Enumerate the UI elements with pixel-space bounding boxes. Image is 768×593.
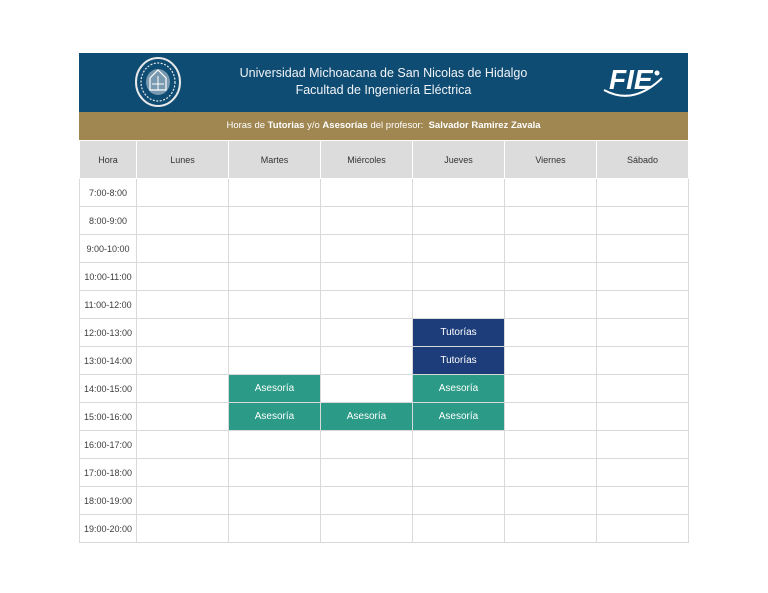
subheader-prefix: Horas de — [226, 120, 266, 131]
schedule-cell — [597, 263, 689, 291]
schedule-sheet — [79, 53, 688, 543]
asesoria-slot: Asesoría — [413, 403, 505, 431]
schedule-cell — [229, 235, 321, 263]
schedule-cell — [597, 431, 689, 459]
schedule-cell — [229, 459, 321, 487]
schedule-cell — [137, 487, 229, 515]
schedule-cell — [413, 207, 505, 235]
tutoria-slot: Tutorías — [413, 319, 505, 347]
schedule-cell — [597, 235, 689, 263]
column-header: Miércoles — [321, 141, 413, 179]
subheader-join: y/o — [307, 120, 320, 131]
schedule-cell — [321, 459, 413, 487]
column-header: Viernes — [505, 141, 597, 179]
column-header: Jueves — [413, 141, 505, 179]
schedule-cell — [321, 487, 413, 515]
table-row — [80, 291, 689, 319]
table-row — [80, 515, 689, 543]
table-row — [80, 431, 689, 459]
table-row — [80, 235, 689, 263]
table-row — [80, 375, 689, 403]
schedule-cell — [137, 375, 229, 403]
schedule-cell — [137, 347, 229, 375]
table-row — [80, 263, 689, 291]
time-slot: 15:00-16:00 — [80, 403, 137, 431]
schedule-cell — [321, 179, 413, 207]
schedule-cell — [413, 487, 505, 515]
schedule-cell — [505, 487, 597, 515]
schedule-cell — [413, 459, 505, 487]
schedule-cell — [229, 487, 321, 515]
time-slot: 17:00-18:00 — [80, 459, 137, 487]
schedule-cell — [321, 431, 413, 459]
schedule-cell — [505, 179, 597, 207]
schedule-cell — [413, 291, 505, 319]
schedule-cell — [229, 179, 321, 207]
schedule-cell — [321, 319, 413, 347]
asesoria-slot: Asesoría — [413, 375, 505, 403]
schedule-cell — [597, 347, 689, 375]
schedule-cell — [597, 375, 689, 403]
table-row — [80, 487, 689, 515]
time-slot: 7:00-8:00 — [80, 179, 137, 207]
schedule-cell — [137, 431, 229, 459]
asesoria-slot: Asesoría — [229, 375, 321, 403]
university-name: Universidad Michoacana de San Nicolas de Hidalgo — [239, 66, 528, 80]
table-row — [80, 319, 689, 347]
faculty-name: Facultad de Ingeniería Eléctrica — [295, 83, 472, 97]
schedule-cell — [137, 179, 229, 207]
schedule-cell — [137, 403, 229, 431]
schedule-cell — [413, 431, 505, 459]
schedule-cell — [505, 375, 597, 403]
subheader-suffix: del profesor: — [370, 120, 424, 131]
fie-logo-text: FIE — [609, 64, 653, 95]
schedule-cell — [505, 431, 597, 459]
schedule-cell — [229, 347, 321, 375]
table-row — [80, 459, 689, 487]
time-slot: 12:00-13:00 — [80, 319, 137, 347]
schedule-cell — [137, 263, 229, 291]
schedule-cell — [137, 459, 229, 487]
schedule-cell — [413, 179, 505, 207]
schedule-cell — [505, 319, 597, 347]
schedule-cell — [413, 263, 505, 291]
time-slot: 8:00-9:00 — [80, 207, 137, 235]
schedule-cell — [229, 291, 321, 319]
header-banner — [79, 53, 688, 112]
schedule-cell — [505, 515, 597, 543]
schedule-cell — [137, 207, 229, 235]
time-slot: 10:00-11:00 — [80, 263, 137, 291]
schedule-table — [79, 140, 689, 543]
time-slot: 11:00-12:00 — [80, 291, 137, 319]
schedule-cell — [505, 347, 597, 375]
tutoria-slot: Tutorías — [413, 347, 505, 375]
schedule-cell — [137, 235, 229, 263]
schedule-cell — [321, 515, 413, 543]
schedule-cell — [413, 235, 505, 263]
schedule-cell — [505, 235, 597, 263]
schedule-cell — [229, 319, 321, 347]
schedule-cell — [229, 431, 321, 459]
schedule-cell — [505, 403, 597, 431]
header-row — [80, 141, 689, 179]
column-header: Sábado — [597, 141, 689, 179]
table-row — [80, 347, 689, 375]
schedule-cell — [505, 207, 597, 235]
schedule-cell — [229, 515, 321, 543]
schedule-cell — [597, 319, 689, 347]
schedule-cell — [321, 263, 413, 291]
column-header: Lunes — [137, 141, 229, 179]
time-slot: 14:00-15:00 — [80, 375, 137, 403]
schedule-cell — [321, 347, 413, 375]
schedule-cell — [597, 515, 689, 543]
asesoria-slot: Asesoría — [229, 403, 321, 431]
subheader-tutorias: Tutorias — [267, 120, 305, 131]
schedule-cell — [505, 263, 597, 291]
schedule-cell — [321, 291, 413, 319]
time-slot: 19:00-20:00 — [80, 515, 137, 543]
schedule-cell — [505, 291, 597, 319]
subheader-asesorias: Asesorías — [322, 120, 368, 131]
column-header: Hora — [80, 141, 137, 179]
schedule-cell — [597, 459, 689, 487]
column-header: Martes — [229, 141, 321, 179]
schedule-cell — [505, 459, 597, 487]
schedule-cell — [229, 207, 321, 235]
table-row — [80, 207, 689, 235]
schedule-cell — [321, 235, 413, 263]
time-slot: 13:00-14:00 — [80, 347, 137, 375]
schedule-cell — [597, 179, 689, 207]
schedule-cell — [137, 515, 229, 543]
asesoria-slot: Asesoría — [321, 403, 413, 431]
schedule-cell — [137, 319, 229, 347]
professor-name: Salvador Ramirez Zavala — [428, 120, 541, 131]
schedule-cell — [597, 207, 689, 235]
schedule-cell — [413, 515, 505, 543]
schedule-cell — [597, 487, 689, 515]
table-row — [80, 179, 689, 207]
time-slot: 16:00-17:00 — [80, 431, 137, 459]
schedule-cell — [137, 291, 229, 319]
time-slot: 9:00-10:00 — [80, 235, 137, 263]
schedule-cell — [597, 403, 689, 431]
fie-logo-icon — [600, 60, 666, 104]
professor-bar — [79, 112, 688, 140]
schedule-cell — [597, 291, 689, 319]
time-slot: 18:00-19:00 — [80, 487, 137, 515]
schedule-cell — [229, 263, 321, 291]
table-row — [80, 403, 689, 431]
schedule-cell — [321, 375, 413, 403]
schedule-cell — [321, 207, 413, 235]
